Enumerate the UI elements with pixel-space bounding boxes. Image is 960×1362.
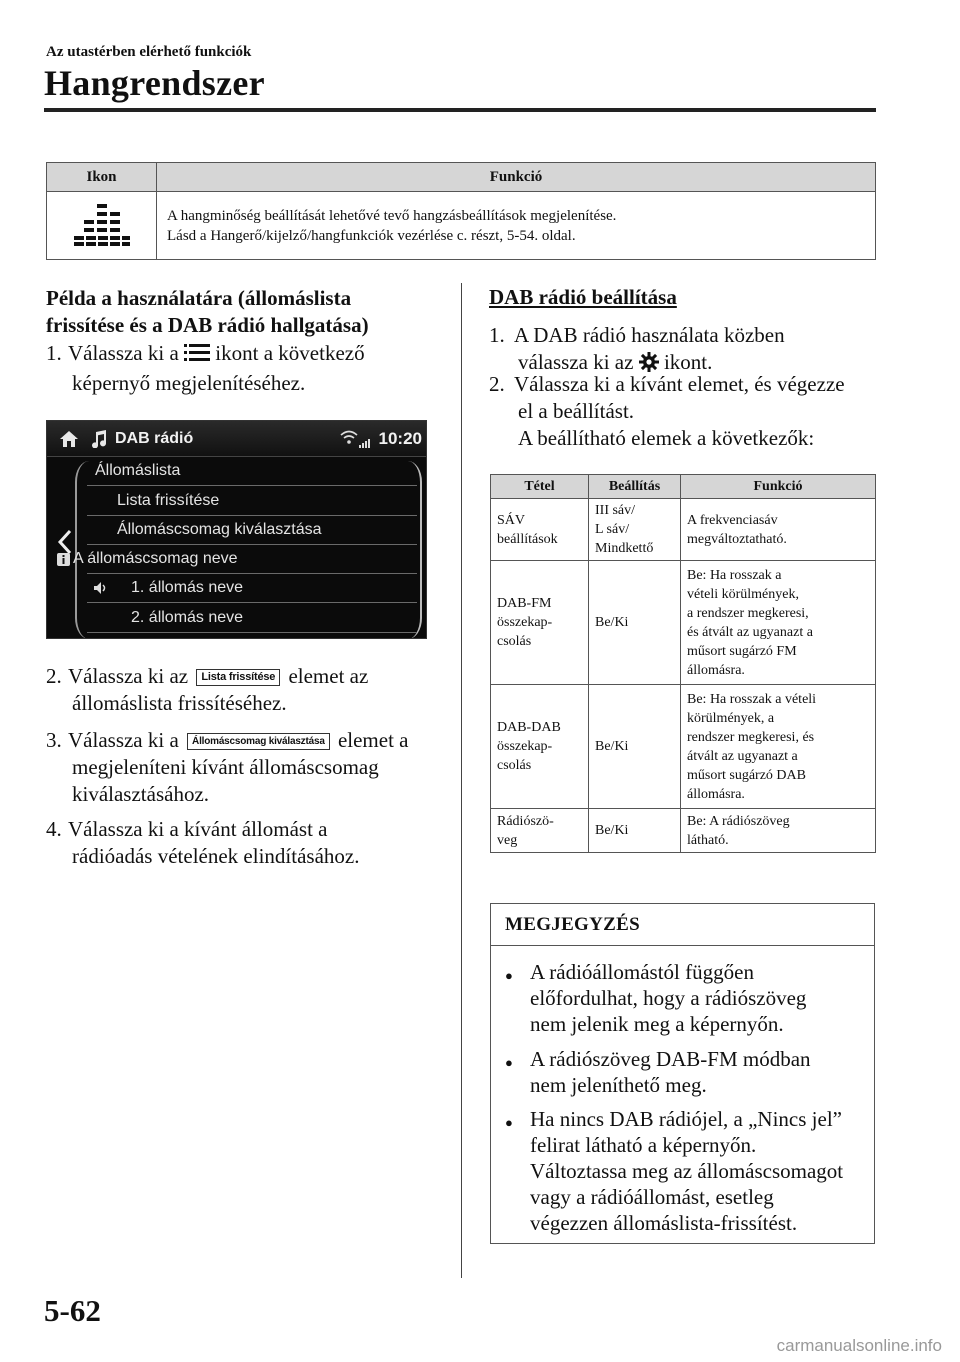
step-text: képernyő megjelenítéséhez. [72, 371, 306, 395]
step-text: Válassza ki a kívánt elemet, és végezze [514, 372, 845, 396]
table-row [491, 499, 876, 561]
note-line: vagy a rádióállomást, esetleg [530, 1185, 774, 1209]
cell-line: csolás [497, 758, 532, 773]
example-title-line: frissítése és a DAB rádió hallgatása) [46, 313, 369, 337]
step-number: 1. [46, 341, 62, 365]
list-item-ensemble-name[interactable] [73, 545, 417, 574]
cell-line: Be/Ki [595, 615, 629, 630]
title-rule [44, 108, 876, 112]
cell-line: műsort sugárzó DAB [687, 767, 806, 783]
example-title [46, 285, 446, 339]
cell-line: a rendszer megkeresi, [687, 605, 809, 621]
cell-function [681, 685, 876, 809]
watermark[interactable]: carmanualsonline.info [776, 1336, 942, 1355]
step-1 [46, 340, 365, 397]
note-line: Ha nincs DAB rádiójel, a „Nincs jel” [530, 1107, 842, 1131]
note-line: előfordulhat, hogy a rádiószöveg [530, 986, 807, 1010]
step-text: kiválasztásához. [72, 782, 210, 806]
note-line: nem jelenik meg a képernyőn. [530, 1012, 784, 1036]
cell-line: Be: A rádiószöveg [687, 813, 790, 829]
function-line: A hangminőség beállítását lehetővé tevő hangzásbeállítások megjelenítése. [167, 207, 617, 224]
bullet-icon: ● [505, 1115, 513, 1130]
cell-setting [589, 685, 681, 809]
list-item-label: Állomáslista [95, 462, 181, 479]
note-title: MEGJEGYZÉS [491, 904, 874, 946]
cell-line: Be/Ki [595, 823, 629, 838]
speaker-icon [93, 581, 109, 600]
cell-setting [589, 809, 681, 853]
cell-line: átvált az ugyanazt a [687, 748, 798, 764]
step-number: 4. [46, 817, 62, 841]
step-text: Válassza ki a [68, 728, 179, 752]
step-text: el a beállítást. [518, 399, 635, 423]
cell-line: A frekvenciasáv [687, 512, 778, 528]
cell-line: L sáv/ [595, 522, 630, 537]
step-text: elemet az [288, 664, 369, 688]
column-divider [461, 283, 462, 1278]
note-item [505, 959, 865, 1037]
table-row [491, 685, 876, 809]
list-item-station-2[interactable] [87, 604, 417, 633]
cell-line: beállítások [497, 531, 558, 547]
cell-line: III sáv/ [595, 503, 636, 518]
step-text: rádióadás vételének elindításához. [72, 844, 360, 868]
header-function: Funkció [157, 163, 876, 192]
note-line: A rádióállomástól függően [530, 960, 754, 984]
cell-setting [589, 561, 681, 685]
section-label: Az utastérben elérhető funkciók [46, 44, 252, 60]
list-icon [184, 343, 210, 370]
table-header-row [491, 475, 876, 499]
page-title: Hangrendszer [44, 63, 265, 103]
cell-line: DAB-DAB [497, 720, 561, 735]
table-row [491, 561, 876, 685]
cell-item [491, 809, 589, 853]
note-line: Változtassa meg az állomáscsomagot [530, 1159, 844, 1183]
cell-item [491, 685, 589, 809]
icon-function-table [46, 162, 876, 260]
ensemble-select-button: Állomáscsomag kiválasztása [187, 733, 330, 750]
cell-line: rendszer megkeresi, és [687, 729, 815, 745]
cell-line: vételi körülmények, [687, 586, 799, 602]
cell-line: körülmények, a [687, 710, 775, 726]
info-icon [57, 553, 70, 571]
list-item-label: 2. állomás neve [131, 609, 244, 626]
step-4 [46, 816, 359, 870]
header-function: Funkció [681, 475, 876, 499]
cell-line: DAB-FM [497, 596, 552, 611]
header-setting: Beállítás [589, 475, 681, 499]
refresh-list-button: Lista frissítése [196, 669, 280, 686]
note-item [505, 1046, 865, 1098]
screen-header [47, 421, 427, 457]
cell-line: műsort sugárzó FM [687, 643, 797, 659]
cell-line: Mindkettő [595, 541, 654, 556]
header-item: Tétel [491, 475, 589, 499]
cell-line: összekap- [497, 739, 553, 754]
cell-line: Rádiószö- [497, 813, 554, 829]
list-item-station-1[interactable] [87, 574, 417, 603]
dab-step-2 [489, 371, 845, 452]
cell-item [491, 499, 589, 561]
step-text: ikont a következő [215, 341, 365, 365]
list-item-label: Állomáscsomag kiválasztása [117, 521, 322, 538]
step-3 [46, 727, 409, 808]
list-item-label: A állomáscsomag neve [73, 550, 238, 567]
cell-line: csolás [497, 634, 532, 649]
cell-function [681, 499, 876, 561]
table-header-row [47, 163, 876, 192]
cell-line: Be: Ha rosszak a [687, 567, 782, 583]
cell-setting [589, 499, 681, 561]
step-text: válassza ki az [518, 350, 634, 374]
step-number: 2. [46, 664, 62, 688]
dab-settings-table [490, 474, 876, 853]
step-number: 3. [46, 728, 62, 752]
step-text: A DAB rádió használata közben [514, 323, 785, 347]
music-note-icon [91, 430, 107, 453]
note-line: A rádiószöveg DAB-FM módban [530, 1047, 811, 1071]
step-text: Válassza ki a kívánt állomást a [68, 817, 328, 841]
step-2 [46, 663, 368, 717]
equalizer-icon [47, 192, 157, 260]
cell-function [681, 809, 876, 853]
bullet-icon: ● [505, 968, 513, 983]
step-text: A beállítható elemek a következők: [518, 426, 815, 450]
step-text: Válassza ki az [68, 664, 189, 688]
note-item [505, 1106, 865, 1236]
cell-line: összekap- [497, 615, 553, 630]
list-item-refresh[interactable] [87, 487, 417, 516]
note-text [530, 1046, 865, 1098]
screen-title: DAB rádió [115, 430, 194, 447]
note-line: nem jeleníthető meg. [530, 1073, 707, 1097]
step-number: 2. [489, 372, 505, 396]
cell-line: veg [497, 832, 518, 848]
note-text [530, 959, 865, 1037]
list-item-ensemble-select[interactable] [87, 516, 417, 545]
step-text: megjeleníteni kívánt állomáscsomag [72, 755, 379, 779]
step-text: elemet a [337, 728, 409, 752]
cell-line: Be: Ha rosszak a vételi [687, 691, 817, 707]
example-title-line: Példa a használatára (állomáslista [46, 286, 352, 310]
cell-line: állomásra. [687, 662, 745, 678]
dab-radio-screen [46, 420, 427, 639]
clock-time: 10:20 [378, 429, 422, 448]
cell-item [491, 561, 589, 685]
page-number: 5-62 [44, 1293, 101, 1328]
function-description [157, 192, 876, 260]
step-text: ikont. [663, 350, 713, 374]
bullet-icon: ● [505, 1055, 513, 1070]
wifi-signal-icon [339, 429, 371, 454]
function-line: Lásd a Hangerő/kijelző/hangfunkciók vezérlése c. részt, 5-54. oldal. [167, 227, 576, 244]
note-line: felirat látható a képernyőn. [530, 1133, 757, 1157]
cell-line: SÁV [497, 512, 526, 528]
header-icon: Ikon [47, 163, 157, 192]
home-icon [59, 430, 79, 453]
step-text: Válassza ki a [68, 341, 179, 365]
list-item-label: 1. állomás neve [131, 579, 244, 596]
cell-line: megváltoztatható. [687, 531, 787, 547]
cell-function [681, 561, 876, 685]
list-item-label: Lista frissítése [117, 492, 220, 509]
note-line: végezzen állomáslista-frissítést. [530, 1211, 798, 1235]
cell-line: látható. [687, 832, 729, 848]
note-text [530, 1106, 865, 1236]
cell-line: és átvált az ugyanazt a [687, 624, 813, 640]
note-box [490, 903, 875, 1244]
table-row [491, 809, 876, 853]
dab-settings-title: DAB rádió beállítása [489, 285, 677, 309]
list-item-station-list[interactable] [87, 457, 417, 486]
cell-line: állomásra. [687, 786, 745, 802]
table-row [47, 192, 876, 260]
step-number: 1. [489, 323, 505, 347]
step-text: állomáslista frissítéséhez. [72, 691, 287, 715]
cell-line: Be/Ki [595, 739, 629, 754]
